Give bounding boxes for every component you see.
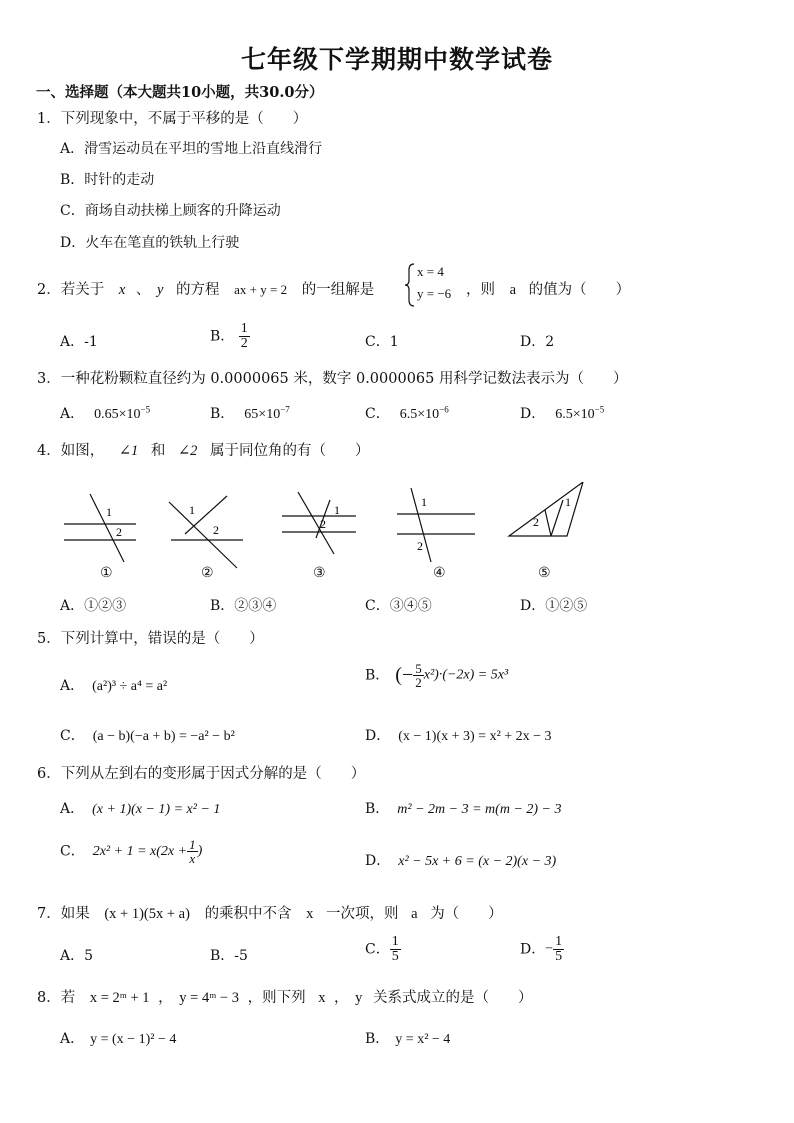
q3-c-value: 6.5×10 [399, 407, 440, 422]
q4-lead: 4．如图， [37, 443, 105, 459]
q7-option-c [365, 935, 401, 964]
q1-option-c: C．商场自动扶梯上顾客的升降运动 [60, 203, 281, 219]
q4-figure-label-1: ① [100, 565, 113, 581]
q2-mid3: ，则 [466, 282, 495, 298]
q7-d-sign: − [545, 941, 554, 957]
q4-option-a: A．①②③ [60, 598, 127, 614]
q6-d-label: D． [365, 853, 391, 869]
q6-c-fraction [187, 838, 198, 865]
q7-mid: 的乘积中不含 [204, 906, 292, 922]
q2-option-c: C．1 [365, 334, 399, 350]
q5-c-label: C． [60, 728, 85, 744]
q8-b-label: B． [365, 1031, 390, 1047]
q7-var-a: a [411, 906, 418, 922]
q6-option-b [365, 798, 562, 818]
q6-a-expr: (x + 1)(x − 1) = x² − 1 [92, 802, 221, 817]
q8-option-b [365, 1028, 450, 1048]
q1-option-a: A．滑雪运动员在平坦的雪地上沿直线滑行 [60, 141, 323, 157]
fig2-angle-2: 2 [213, 523, 219, 537]
q6-a-label: A． [60, 801, 85, 817]
q8-sep: ， [334, 990, 349, 1006]
q4-angle-2: ∠2 [177, 443, 198, 459]
question-4-stem [37, 439, 369, 460]
q2-option-b [210, 322, 250, 351]
q1-option-d: D．火车在笔直的铁轨上行驶 [60, 235, 240, 251]
fig3-angle-2: 2 [320, 517, 326, 531]
q5-a-label: A． [60, 678, 85, 694]
q3-d-value: 6.5×10 [555, 407, 595, 422]
q6-c-label: C． [60, 843, 85, 860]
q5-b-fraction [413, 662, 424, 689]
q4-option-d: D．①②⑤ [520, 598, 588, 614]
q8-option-a [60, 1028, 176, 1048]
q3-a-exponent: −5 [140, 404, 151, 415]
left-brace-icon [404, 262, 416, 308]
q6-c-numerator: 1 [189, 837, 196, 852]
q5-b-denominator: 2 [415, 675, 422, 690]
q3-c-exponent: −6 [439, 404, 449, 415]
q7-option-d [520, 935, 564, 964]
q3-b-exponent: −7 [280, 404, 290, 415]
q2-b-denominator: 2 [240, 336, 248, 351]
fig4-angle-2: 2 [417, 539, 423, 553]
q7-c-fraction [390, 935, 401, 964]
q7-d-label: D． [520, 941, 546, 958]
q5-b-numerator: 5 [415, 661, 422, 676]
q2-system-eq2: y = −6 [417, 286, 452, 301]
q4-figure-1 [60, 482, 140, 577]
fig5-angle-1: 1 [565, 495, 571, 509]
q7-option-b: B．-5 [210, 948, 248, 964]
q8-comma: ， [158, 990, 173, 1006]
q5-d-expr: (x − 1)(x + 3) = x² + 2x − 3 [398, 729, 552, 744]
q3-option-d [520, 403, 604, 423]
q7-d-fraction [553, 935, 564, 964]
q4-option-c: C．③④⑤ [365, 598, 432, 614]
q3-b-label: B． [210, 406, 235, 422]
q2-system-eq1: x = 4 [417, 264, 444, 279]
q3-d-exponent: −5 [594, 404, 605, 415]
q7-lead: 7．如果 [37, 906, 90, 922]
q2-system [404, 262, 464, 308]
q6-c-post: ) [197, 843, 203, 859]
q6-option-a [60, 798, 220, 818]
q2-stem-tail [466, 278, 630, 299]
q4-figure-label-5: ⑤ [538, 565, 551, 581]
q4-option-b: B．②③④ [210, 598, 277, 614]
q3-b-value: 65×10 [244, 407, 281, 422]
q7-mid2: 一次项，则 [326, 906, 399, 922]
q8-var-x: x [318, 990, 326, 1006]
q3-option-c [365, 403, 449, 423]
q2-var-y: y [157, 282, 164, 298]
question-5-stem: 5．下列计算中，错误的是（ ） [37, 631, 264, 647]
q7-d-denominator: 5 [555, 949, 563, 964]
q2-sep: 、 [135, 282, 151, 298]
q8-var-y: y [355, 990, 363, 1006]
q7-c-label: C． [365, 941, 390, 958]
fig4-angle-1: 1 [421, 495, 427, 509]
fig3-angle-1: 1 [334, 503, 340, 517]
q4-figure-5 [505, 482, 590, 577]
q4-and: 和 [150, 443, 166, 459]
question-7-stem [37, 902, 503, 923]
q6-option-c [60, 838, 202, 865]
q5-option-b [365, 662, 508, 689]
q8-expr-2: y = 4ᵐ − 3 [179, 990, 239, 1006]
q8-b-expr: y = x² − 4 [395, 1032, 451, 1047]
q7-d-numerator: 1 [555, 934, 563, 949]
question-3-stem: 3．一种花粉颗粒直径约为 0.0000065 米，数字 0.0000065 用科学记数法表示为（ ） [37, 371, 628, 387]
q3-d-label: D． [520, 406, 546, 422]
q3-a-label: A． [60, 406, 85, 422]
q4-figure-label-4: ④ [433, 565, 446, 581]
q3-c-label: C． [365, 406, 390, 422]
q5-option-d [365, 725, 552, 745]
q6-c-denominator: x [189, 851, 196, 866]
q6-b-expr: m² − 2m − 3 = m(m − 2) − 3 [397, 802, 562, 817]
q2-tail: 的值为（ ） [528, 282, 631, 298]
q7-tail: 为（ ） [430, 906, 503, 922]
q5-b-label: B． [365, 667, 390, 684]
q7-var-x: x [306, 906, 314, 922]
q2-b-numerator: 1 [240, 321, 248, 336]
q1-option-b: B．时针的走动 [60, 172, 155, 188]
fig5-angle-2: 2 [533, 515, 539, 529]
q5-option-a [60, 675, 167, 695]
q2-equation: ax + y = 2 [234, 282, 288, 297]
fig1-angle-2: 2 [116, 525, 122, 539]
q2-option-b-label: B． [210, 328, 235, 345]
question-1-stem: 1．下列现象中，不属于平移的是（ ） [37, 111, 308, 127]
q4-tail: 属于同位角的有（ ） [209, 443, 370, 459]
q5-d-label: D． [365, 728, 391, 744]
question-2-stem [37, 278, 374, 299]
q7-c-numerator: 1 [391, 934, 399, 949]
q3-option-a [60, 403, 150, 423]
question-6-stem: 6．下列从左到右的变形属于因式分解的是（ ） [37, 766, 366, 782]
q2-mid: 的方程 [176, 282, 220, 298]
q6-d-expr: x² − 5x + 6 = (x − 2)(x − 3) [398, 854, 557, 869]
q2-var-x: x [118, 282, 126, 298]
q8-a-label: A． [60, 1031, 85, 1047]
q5-c-expr: (a − b)(−a + b) = −a² − b² [92, 729, 235, 744]
fig2-angle-1: 1 [189, 503, 195, 517]
q4-figure-label-3: ③ [313, 565, 326, 581]
q5-b-pre: (− [395, 664, 414, 686]
q8-lead: 8．若 [37, 990, 76, 1006]
q2-option-b-fraction [239, 322, 250, 351]
section-heading: 一、选择题（本大题共10小题，共30.0分） [36, 84, 324, 101]
q8-expr-1: x = 2ᵐ + 1 [89, 990, 150, 1006]
q2-option-a: A．-1 [60, 334, 98, 350]
q6-option-d [365, 850, 556, 870]
q2-lead: 2．若关于 [37, 282, 105, 298]
q5-option-c [60, 725, 235, 745]
q2-var-a: a [509, 282, 517, 298]
q4-figure-4 [395, 482, 480, 577]
q8-tail: 关系式成立的是（ ） [373, 990, 533, 1006]
q8-a-expr: y = (x − 1)² − 4 [90, 1032, 177, 1047]
q4-figure-2 [165, 482, 250, 577]
q8-mid: ，则下列 [247, 990, 306, 1006]
question-8-stem [37, 986, 533, 1007]
q6-c-pre: 2x² + 1 = x(2x + [92, 843, 188, 859]
q5-a-expr: (a²)³ ÷ a⁴ = a² [92, 679, 168, 694]
fig1-angle-1: 1 [106, 505, 112, 519]
q3-option-b [210, 403, 290, 423]
q5-b-post: x²)·(−2x) = 5x³ [423, 667, 509, 683]
q4-angle-1: ∠1 [118, 443, 139, 459]
q3-a-value: 0.65×10 [94, 407, 141, 422]
page-title: 七年级下学期期中数学试卷 [240, 45, 553, 74]
q7-c-denominator: 5 [391, 949, 399, 964]
q6-b-label: B． [365, 801, 390, 817]
q2-option-d: D．2 [520, 334, 555, 350]
q2-mid2: 的一组解是 [301, 282, 375, 298]
q7-expr: (x + 1)(5x + a) [104, 906, 190, 922]
q4-figure-3 [280, 482, 360, 577]
q4-figure-label-2: ② [201, 565, 214, 581]
q7-option-a: A．5 [60, 948, 94, 964]
